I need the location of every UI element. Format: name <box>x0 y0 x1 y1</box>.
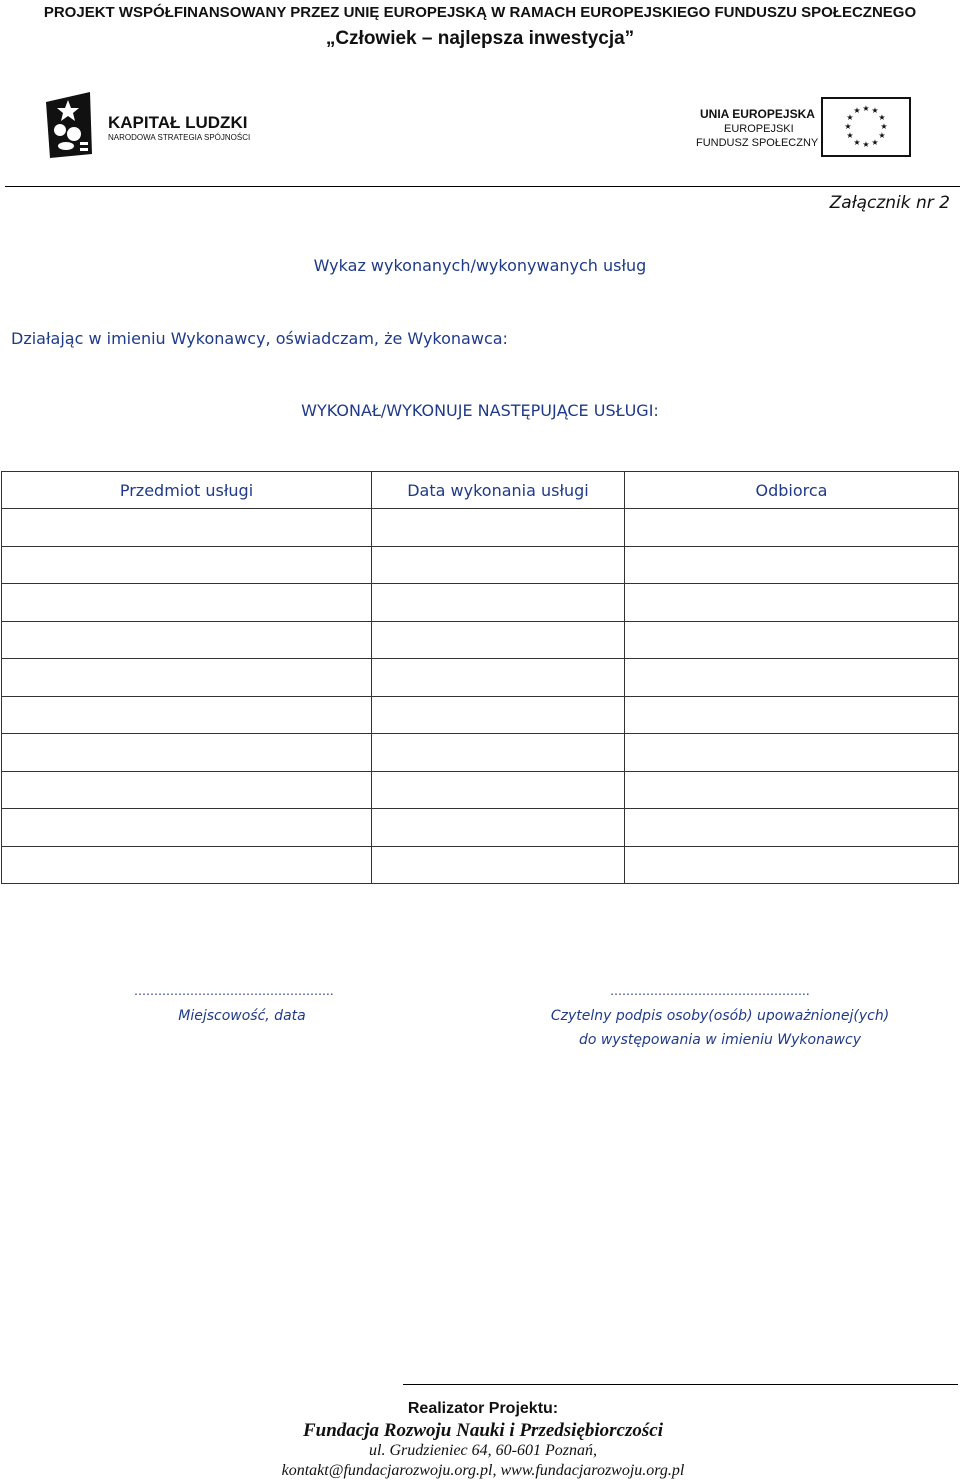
table-cell[interactable] <box>2 509 372 547</box>
table-cell[interactable] <box>2 846 372 884</box>
authorized-signature-label-continued: do występowania w imieniu Wykonawcy <box>578 1032 861 1048</box>
eu-line3: FUNDUSZ SPOŁECZNY <box>696 137 819 149</box>
table-cell[interactable] <box>372 509 625 547</box>
kapital-ludzki-title: KAPITAŁ LUDZKI <box>108 113 248 132</box>
table-row <box>2 696 959 734</box>
kapital-ludzki-emblem-icon <box>42 88 282 160</box>
table-row <box>2 771 959 809</box>
table-cell[interactable] <box>2 584 372 622</box>
table-cell[interactable] <box>625 809 959 847</box>
svg-text:★: ★ <box>871 138 879 147</box>
svg-text:★: ★ <box>846 113 854 122</box>
unia-europejska-logo <box>696 96 914 158</box>
table-cell[interactable] <box>625 771 959 809</box>
project-slogan: „Człowiek – najlepsza inwestycja” <box>325 28 635 49</box>
table-cell[interactable] <box>2 734 372 772</box>
authorized-signature-label: Czytelny podpis osoby(osób) upoważnionej(ych) <box>550 1008 890 1024</box>
svg-text:★: ★ <box>862 104 870 113</box>
svg-text:★: ★ <box>878 131 886 140</box>
table-cell[interactable] <box>372 584 625 622</box>
authorized-signature-line[interactable]: ………………………………………….. <box>610 984 810 998</box>
svg-text:★: ★ <box>846 131 854 140</box>
table-cell[interactable] <box>625 509 959 547</box>
attachment-number: Załącznik nr 2 <box>829 193 950 213</box>
table-row <box>2 584 959 622</box>
eu-line2: EUROPEJSKI <box>724 123 794 135</box>
footer-organization: Fundacja Rozwoju Nauki i Przedsiębiorczości <box>303 1420 663 1441</box>
table-cell[interactable] <box>2 621 372 659</box>
svg-text:★: ★ <box>880 122 888 131</box>
table-cell[interactable] <box>372 809 625 847</box>
svg-text:★: ★ <box>853 138 861 147</box>
column-header-date: Data wykonania usługi <box>372 472 625 509</box>
svg-text:★: ★ <box>853 106 861 115</box>
table-cell[interactable] <box>2 771 372 809</box>
footer-divider <box>403 1384 958 1385</box>
table-cell[interactable] <box>625 584 959 622</box>
svg-text:★: ★ <box>862 140 870 149</box>
table-cell[interactable] <box>625 734 959 772</box>
footer-implementer-label: Realizator Projektu: <box>407 1400 559 1417</box>
table-cell[interactable] <box>2 696 372 734</box>
table-cell[interactable] <box>625 696 959 734</box>
table-cell[interactable] <box>2 659 372 697</box>
table-header-row <box>2 472 959 509</box>
column-header-recipient: Odbiorca <box>625 472 959 509</box>
table-cell[interactable] <box>2 809 372 847</box>
place-date-label: Miejscowość, data <box>178 1008 306 1024</box>
kapital-ludzki-logo <box>42 88 282 160</box>
table-cell[interactable] <box>372 846 625 884</box>
place-date-signature-line[interactable]: ………………………………………….. <box>134 984 334 998</box>
table-row <box>2 659 959 697</box>
table-cell[interactable] <box>372 696 625 734</box>
table-cell[interactable] <box>372 659 625 697</box>
svg-text:★: ★ <box>844 122 852 131</box>
table-row <box>2 734 959 772</box>
table-row <box>2 809 959 847</box>
table-cell[interactable] <box>625 621 959 659</box>
kapital-ludzki-subtitle: NARODOWA STRATEGIA SPÓJNOŚCI <box>108 133 251 142</box>
column-header-subject: Przedmiot usługi <box>2 472 372 509</box>
footer-contact: kontakt@fundacjarozwoju.org.pl, www.fundacjarozwoju.org.pl <box>281 1462 685 1479</box>
table-cell[interactable] <box>625 659 959 697</box>
table-row <box>2 546 959 584</box>
footer-address: ul. Grudzieniec 64, 60-601 Poznań, <box>369 1442 597 1459</box>
eu-line1: UNIA EUROPEJSKA <box>700 107 815 121</box>
table-cell[interactable] <box>372 546 625 584</box>
table-row <box>2 621 959 659</box>
svg-text:★: ★ <box>871 106 879 115</box>
header-divider <box>5 186 960 187</box>
table-cell[interactable] <box>372 621 625 659</box>
table-cell[interactable] <box>625 846 959 884</box>
document-title: Wykaz wykonanych/wykonywanych usług <box>313 256 647 275</box>
services-table <box>1 471 959 884</box>
project-cofinancing-line: PROJEKT WSPÓŁFINANSOWANY PRZEZ UNIĘ EUROPEJSKĄ W RAMACH EUROPEJSKIEGO FUNDUSZU SPOŁECZNEGO <box>43 4 917 21</box>
svg-text:★: ★ <box>878 113 886 122</box>
intro-statement: Działając w imieniu Wykonawcy, oświadczam, że Wykonawca: <box>11 329 508 348</box>
table-cell[interactable] <box>372 734 625 772</box>
table-row <box>2 509 959 547</box>
table-cell[interactable] <box>625 546 959 584</box>
table-cell[interactable] <box>372 771 625 809</box>
table-cell[interactable] <box>2 546 372 584</box>
section-heading: WYKONAŁ/WYKONUJE NASTĘPUJĄCE USŁUGI: <box>301 401 659 420</box>
table-row <box>2 846 959 884</box>
eu-flag-icon <box>696 96 914 158</box>
